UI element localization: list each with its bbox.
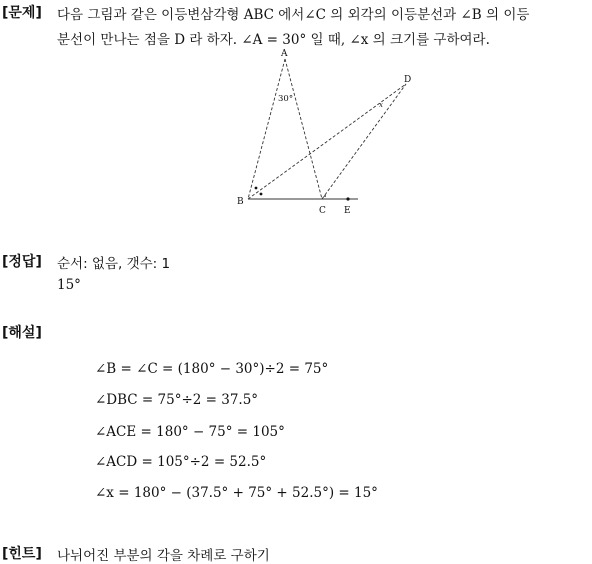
answer-meta: 순서: 없음, 갯수: 1 <box>57 256 171 272</box>
label-e: E <box>344 206 351 216</box>
label-a: A <box>281 49 288 59</box>
segment-cd <box>322 84 406 199</box>
problem-text-line-1: 다음 그림과 같은 이등변삼각형 ABC 에서∠C 의 외각의 이등분선과 ∠B 의 이등 <box>57 7 530 23</box>
side-ac <box>285 59 322 199</box>
explanation-step-4: ∠ACD = 105°÷2 = 52.5° <box>95 454 267 470</box>
label-b: B <box>237 197 244 207</box>
hint-tag: [힌트] <box>2 546 42 562</box>
problem-tag: [문제] <box>2 5 42 21</box>
angle-a-label: 30° <box>278 94 294 104</box>
answer-value: 15° <box>57 277 81 293</box>
problem-text-line-2: 분선이 만나는 점을 D 라 하자. ∠A = 30° 일 때, ∠x 의 크기를 구하여라. <box>57 32 490 48</box>
triangle-figure <box>228 44 412 216</box>
point-e-mark <box>346 197 349 200</box>
label-c: C <box>319 206 326 216</box>
side-ab <box>248 59 285 199</box>
explanation-step-3: ∠ACE = 180° − 75° = 105° <box>95 424 285 440</box>
explanation-step-2: ∠DBC = 75°÷2 = 37.5° <box>95 392 259 408</box>
point-c-mark <box>324 195 326 197</box>
angle-x-label: x <box>379 101 383 109</box>
label-d: D <box>404 75 412 85</box>
explanation-step-1: ∠B = ∠C = (180° − 30°)÷2 = 75° <box>95 361 329 377</box>
angle-mark-b2 <box>260 193 263 196</box>
hint-text: 나뉘어진 부분의 각을 차례로 구하기 <box>57 548 270 564</box>
angle-mark-b1 <box>255 187 258 190</box>
explanation-step-5: ∠x = 180° − (37.5° + 75° + 52.5°) = 15° <box>95 485 378 501</box>
explanation-tag: [해설] <box>2 325 42 341</box>
answer-tag: [정답] <box>2 254 42 270</box>
